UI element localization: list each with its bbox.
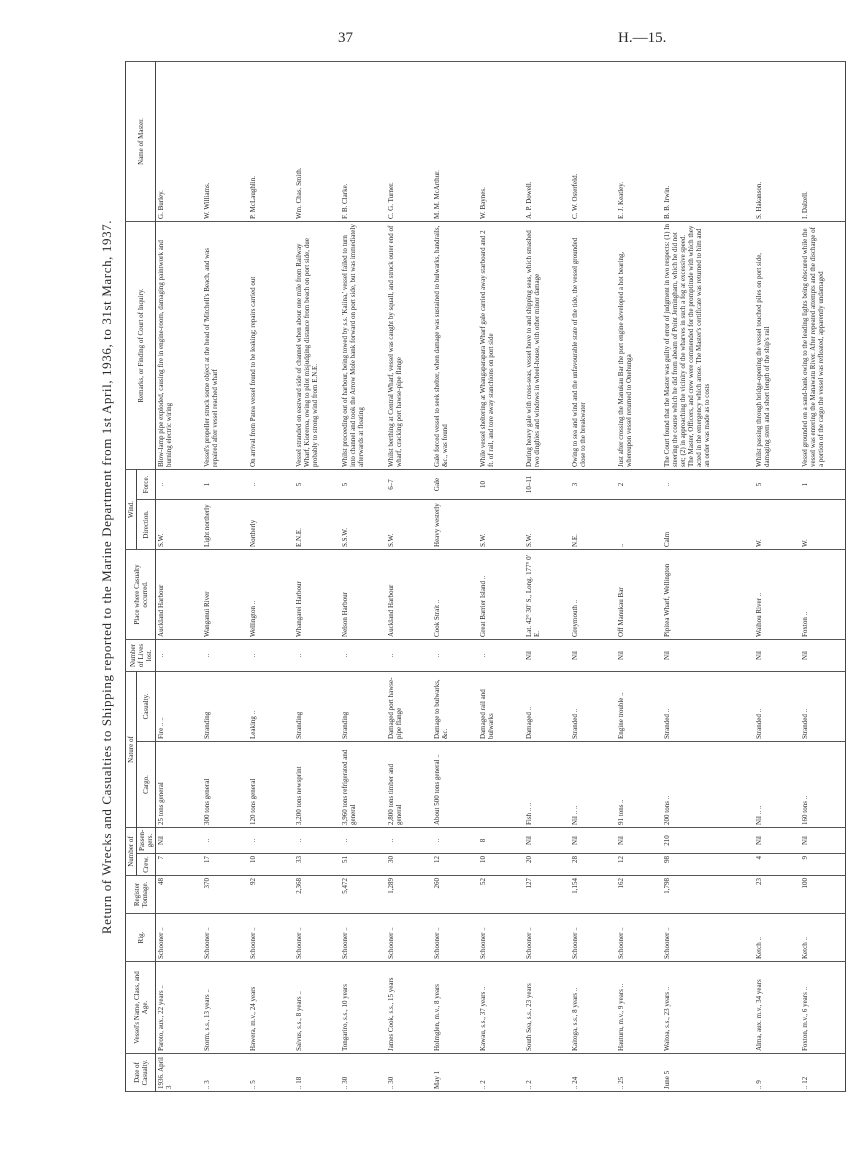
cell-date: .. 12 [800, 1054, 846, 1092]
cell-crew: 33 [294, 854, 340, 876]
cell-rig: Schooner .. [524, 914, 570, 962]
table-row [570, 61, 616, 1091]
cell-master: W. Baynes. [478, 61, 524, 221]
cell-crew: 20 [524, 854, 570, 876]
cell-remarks: While vessel sheltering at Whangaparapara Wharf gale carried away starboard and 2 ft. of rail, and tore away stanchions on port side [478, 221, 524, 469]
cell-direction: S.W. [524, 499, 570, 549]
cell-casualty: Damaged port hawse-pipe flange [386, 671, 432, 741]
cell-remarks: Blow-lamp pipe exploded, causing fire in engine-room, damaging paintwork and burning electric wiring [156, 221, 202, 469]
cell-master: A. P. Dowell. [524, 61, 570, 221]
cell-place: Wanganui River [202, 549, 248, 639]
cell-lives: .. [156, 639, 202, 671]
cell-place: Foxton .. [800, 549, 846, 639]
cell-vessel: Tongariro, s.s., 10 years [340, 962, 386, 1054]
cell-crew: 4 [754, 854, 800, 876]
cell-tonnage: 52 [478, 876, 524, 914]
cell-direction: W. [800, 499, 846, 549]
cell-cargo: 160 tons .. [800, 742, 846, 828]
cell-casualty: Damaged rail and bulwarks [478, 671, 524, 741]
cell-rig: Schooner .. [248, 914, 294, 962]
cell-passengers: 8 [478, 828, 524, 854]
table-row [662, 61, 754, 1091]
col-tonnage: Register Tonnage. [126, 876, 156, 914]
cell-date: .. 24 [570, 1054, 616, 1092]
cell-date: .. 2 [478, 1054, 524, 1092]
cell-force: 6–7 [386, 469, 432, 499]
table-row [616, 61, 662, 1091]
cell-tonnage: 260 [432, 876, 478, 914]
wrecks-table [125, 61, 846, 1092]
cell-date: .. 18 [294, 1054, 340, 1092]
cell-direction: E.N.E. [294, 499, 340, 549]
cell-remarks: Vessel's propeller struck some object at the head of 'Mitchell's Beach, and was repaired after vessel reached wharf [202, 221, 248, 469]
cell-casualty: Stranding [202, 671, 248, 741]
table-row [432, 61, 478, 1091]
cell-direction: S.W. [386, 499, 432, 549]
cell-passengers: Nil [754, 828, 800, 854]
cell-rig: Schooner .. [432, 914, 478, 962]
table-row [202, 61, 248, 1091]
cell-lives: .. [248, 639, 294, 671]
cell-force: .. [662, 469, 754, 499]
cell-direction: S.W. [156, 499, 202, 549]
header-row-1 [126, 61, 137, 1091]
cell-master: B. B. Irwin. [662, 61, 754, 221]
rotated-sheet [95, 62, 825, 1092]
col-cargo: Cargo. [137, 742, 156, 828]
cell-rig: Ketch .. [800, 914, 846, 962]
cell-remarks: During heavy gale with cross-seas, vessel hove to and shipping seas, which smashed two dinghies and windows in wheel-house, with other minor damage [524, 221, 570, 469]
page-reference: H.—15. [618, 30, 667, 46]
cell-tonnage: 1,289 [386, 876, 432, 914]
cell-place: Off Manukau Bar [616, 549, 662, 639]
cell-passengers: .. [294, 828, 340, 854]
cell-place: Pipitea Wharf, Wellington [662, 549, 754, 639]
col-passengers: Passen-gers. [137, 828, 156, 854]
cell-remarks: Gale forced vessel to seek shelter, when damage was sustained to bulwarks, handrails, &c., was found [432, 221, 478, 469]
cell-place: Greymouth .. [570, 549, 616, 639]
cell-casualty: Stranding [340, 671, 386, 741]
cell-casualty: Stranded .. [570, 671, 616, 741]
cell-date: June 5 [662, 1054, 754, 1092]
cell-rig: Schooner .. [570, 914, 616, 962]
col-vessel: Vessel's Name, Class, and Age. [126, 962, 156, 1054]
cell-force: 5 [294, 469, 340, 499]
cell-vessel: Hauturu, m.v., 9 years .. [616, 962, 662, 1054]
table-row [524, 61, 570, 1091]
col-number-of: Number of [126, 828, 137, 876]
cell-passengers: Nil [800, 828, 846, 854]
cell-tonnage: 100 [800, 876, 846, 914]
cell-remarks: Just after crossing the Manukau Bar the port engine developed a hot bearing, whereupon vessel returned to Onehunga [616, 221, 662, 469]
cell-lives: Nil [570, 639, 616, 671]
cell-remarks: Whilst berthing at Central Wharf, vessel was caught by squall, and struck outer end of wharf, cracking port hawse-pipe flange [386, 221, 432, 469]
cell-lives: Nil [616, 639, 662, 671]
cell-rig: Schooner .. [478, 914, 524, 962]
cell-direction: N.E. [570, 499, 616, 549]
cell-master: C. W. Osterfeld. [570, 61, 616, 221]
cell-vessel: Kaitoga, s.s., 8 years .. [570, 962, 616, 1054]
cell-tonnage: 162 [616, 876, 662, 914]
cell-date: .. 3 [202, 1054, 248, 1092]
cell-lives: Nil [662, 639, 754, 671]
page-number: 37 [338, 30, 353, 46]
cell-force: 10 [478, 469, 524, 499]
cell-rig: Ketch .. [754, 914, 800, 962]
cell-casualty: Stranded .. [800, 671, 846, 741]
cell-vessel: Kawau, s.s., 37 years .. [478, 962, 524, 1054]
cell-passengers: .. [386, 828, 432, 854]
cell-passengers: .. [432, 828, 478, 854]
cell-crew: 7 [156, 854, 202, 876]
cell-master: F. B. Clarke. [340, 61, 386, 221]
cell-lives: .. [432, 639, 478, 671]
cell-passengers: .. [202, 828, 248, 854]
cell-remarks: Whilst proceeding out of harbour, being towed by s.s. 'Kaiina,' vessel failed to turn into channel and took the Arrow Mole bank forward on port side, but was immediately afterwards at floating [340, 221, 386, 469]
table-row [800, 61, 846, 1091]
cell-crew: 28 [570, 854, 616, 876]
cell-direction: Light northerly [202, 499, 248, 549]
cell-rig: Schooner .. [662, 914, 754, 962]
cell-tonnage: 1,798 [662, 876, 754, 914]
cell-master: I. Dalzell. [800, 61, 846, 221]
cell-master: C. G. Turner. [386, 61, 432, 221]
cell-lives: Nil [754, 639, 800, 671]
cell-lives: .. [478, 639, 524, 671]
cell-date: 1936. April 3 [156, 1054, 202, 1092]
cell-master: E. J. Keatley. [616, 61, 662, 221]
cell-lives: .. [202, 639, 248, 671]
cell-passengers: Nil [524, 828, 570, 854]
cell-master: S. Hakanson. [754, 61, 800, 221]
col-nature-of: Nature of [126, 671, 137, 827]
col-master: Name of Master. [126, 61, 156, 221]
cell-force: 1 [800, 469, 846, 499]
cell-rig: Schooner .. [156, 914, 202, 962]
cell-lives: .. [386, 639, 432, 671]
col-crew: Crew. [137, 854, 156, 876]
cell-remarks: Whilst passing through bridge-opening the vessel touched piles on port side, damaging stem and a short length of the ship's rail [754, 221, 800, 469]
col-casualty: Casualty. [137, 671, 156, 741]
cell-crew: 12 [616, 854, 662, 876]
cell-vessel: Waitoa, s.s., 23 years .. [662, 962, 754, 1054]
cell-cargo: Nil .. .. [570, 742, 616, 828]
cell-force: .. [248, 469, 294, 499]
table-row [754, 61, 800, 1091]
table-row [386, 61, 432, 1091]
cell-date: .. 30 [340, 1054, 386, 1092]
cell-vessel: Holmglen, m.v., 8 years [432, 962, 478, 1054]
cell-force: Gale [432, 469, 478, 499]
cell-force: 3 [570, 469, 616, 499]
cell-force: 10–11 [524, 469, 570, 499]
cell-direction: Northerly [248, 499, 294, 549]
cell-crew: 12 [432, 854, 478, 876]
col-direction: Direction. [137, 499, 156, 549]
cell-tonnage: 23 [754, 876, 800, 914]
cell-date: .. 5 [248, 1054, 294, 1092]
cell-date: May 1 [432, 1054, 478, 1092]
cell-remarks: On arrival from Patea vessel found to be leaking; repairs carried out [248, 221, 294, 469]
cell-master: W. Williams. [202, 61, 248, 221]
cell-vessel: Saivus, s.s., 8 years .. [294, 962, 340, 1054]
cell-cargo: Nil .. .. [754, 742, 800, 828]
cell-direction: W. [754, 499, 800, 549]
cell-casualty: Stranded .. [662, 671, 754, 741]
cell-place: Cook Strait .. [432, 549, 478, 639]
cell-master: M. M. McArthur. [432, 61, 478, 221]
cell-vessel: Storm, s.s., 13 years .. [202, 962, 248, 1054]
cell-casualty: Stranded .. [754, 671, 800, 741]
cell-crew: 98 [662, 854, 754, 876]
cell-cargo: 300 tons general [202, 742, 248, 828]
cell-place: Great Barrier Island .. [478, 549, 524, 639]
cell-casualty: Damage to bulwarks, &c. [432, 671, 478, 741]
cell-crew: 10 [248, 854, 294, 876]
table-row [156, 61, 202, 1091]
cell-direction: S.W. [478, 499, 524, 549]
cell-remarks: The Court found that the Master was guilty of error of judgment in two respects: (1) In steering the course which he did from abeam of Point Jerningham, which he did not set; (2) in approaching the vicinity of the wharves in such a fog at excessive speed. The Master, Officers, and crew were commended for the promptitude with which they acted in the emergency which arose. The Master's certificate was returned to him and an order was made as to costs [662, 221, 754, 469]
cell-vessel: Alma, aux. m.v., 34 years [754, 962, 800, 1054]
cell-rig: Schooner .. [294, 914, 340, 962]
cell-vessel: Foxton, m.v., 6 years .. [800, 962, 846, 1054]
cell-casualty: Fire .. .. [156, 671, 202, 741]
cell-place: Wellington .. [248, 549, 294, 639]
table-row [294, 61, 340, 1091]
cell-force: 5 [754, 469, 800, 499]
col-date: Date of Casualty. [126, 1054, 156, 1092]
cell-direction: .. [616, 499, 662, 549]
col-lives: Number of Lives lost. [126, 639, 156, 671]
cell-tonnage: 127 [524, 876, 570, 914]
cell-place: Nelson Harbour [340, 549, 386, 639]
col-rig: Rig. [126, 914, 156, 962]
cell-cargo: Fish .. .. [524, 742, 570, 828]
cell-vessel: South Sea, s.s., 23 years [524, 962, 570, 1054]
col-wind: Wind. [126, 469, 137, 549]
cell-crew: 17 [202, 854, 248, 876]
col-force: Force. [137, 469, 156, 499]
cell-crew: 51 [340, 854, 386, 876]
cell-place: Waihou River .. [754, 549, 800, 639]
cell-lives: Nil [524, 639, 570, 671]
cell-date: .. 30 [386, 1054, 432, 1092]
cell-cargo: 200 tons .. [662, 742, 754, 828]
cell-place: Auckland Harbour [156, 549, 202, 639]
cell-date: .. 25 [616, 1054, 662, 1092]
cell-place: Lat. 42° 30′ S., Long. 177° 0′ E. [524, 549, 570, 639]
col-place: Place where Casualty occurred. [126, 549, 156, 639]
cell-cargo [478, 742, 524, 828]
cell-vessel: Hawera, m.v., 24 years [248, 962, 294, 1054]
cell-master: Wm. Chas. Smith. [294, 61, 340, 221]
cell-cargo: 25 tons general [156, 742, 202, 828]
cell-direction: Heavy westerly [432, 499, 478, 549]
cell-master: P. McLaughlin. [248, 61, 294, 221]
cell-crew: 9 [800, 854, 846, 876]
table-title: Return of Wrecks and Casualties to Shipping reported to the Marine Department from 1st April, 1936, to 31st March, 1937. [99, 219, 114, 935]
cell-passengers: .. [340, 828, 386, 854]
cell-cargo: 2,800 tons timber and general [386, 742, 432, 828]
cell-rig: Schooner .. [616, 914, 662, 962]
cell-tonnage: 1,154 [570, 876, 616, 914]
cell-passengers: 210 [662, 828, 754, 854]
cell-tonnage: 2,368 [294, 876, 340, 914]
cell-passengers: Nil [570, 828, 616, 854]
cell-crew: 10 [478, 854, 524, 876]
cell-force: 2 [616, 469, 662, 499]
table-row [248, 61, 294, 1091]
cell-cargo: About 500 tons general .. [432, 742, 478, 828]
cell-direction: S.S.W. [340, 499, 386, 549]
cell-cargo: 120 tons general [248, 742, 294, 828]
cell-tonnage: 5,472 [340, 876, 386, 914]
cell-tonnage: 48 [156, 876, 202, 914]
cell-casualty: Engine trouble .. [616, 671, 662, 741]
table-row [478, 61, 524, 1091]
cell-cargo: 3,200 tons newsprint [294, 742, 340, 828]
cell-passengers: Nil [616, 828, 662, 854]
cell-remarks: Owing to sea and wind and the unfavourable state of the tide, the vessel grounded close to the breakwater [570, 221, 616, 469]
cell-remarks: Vessel stranded on eastward side of channel when about one mile from Railway Wharf, Kioreroa, owing to pilot misjudging distance from beach on port side, due probably to strong wind from E.N.E. [294, 221, 340, 469]
cell-master: G. Burley. [156, 61, 202, 221]
cell-remarks: Vessel grounded on a sand-bank owing to the leading lights being obscured while the vessel was entering the Manawatu River. After repeated attempts and the discharge of a portion of the cargo the vessel was refloated, apparently undamaged [800, 221, 846, 469]
cell-date: .. 2 [524, 1054, 570, 1092]
cell-tonnage: 92 [248, 876, 294, 914]
cell-rig: Schooner .. [202, 914, 248, 962]
cell-force: 1 [202, 469, 248, 499]
cell-crew: 30 [386, 854, 432, 876]
cell-date: .. 9 [754, 1054, 800, 1092]
cell-tonnage: 370 [202, 876, 248, 914]
table-row [340, 61, 386, 1091]
cell-cargo: 3,960 tons refrigerated and general [340, 742, 386, 828]
cell-force: .. [156, 469, 202, 499]
cell-direction: Calm [662, 499, 754, 549]
cell-cargo: 91 tons .. [616, 742, 662, 828]
cell-vessel: James Cook, s.s., 15 years [386, 962, 432, 1054]
cell-vessel: Paroto, aux., 22 years .. [156, 962, 202, 1054]
cell-passengers: Nil [156, 828, 202, 854]
cell-place: Whangarei Harbour [294, 549, 340, 639]
cell-lives: .. [294, 639, 340, 671]
cell-casualty: Damaged .. [524, 671, 570, 741]
cell-casualty: Stranding [294, 671, 340, 741]
col-remarks: Remarks, or Finding of Court of Inquiry. [126, 221, 156, 469]
cell-lives: .. [340, 639, 386, 671]
cell-lives: Nil [800, 639, 846, 671]
cell-rig: Schooner .. [386, 914, 432, 962]
cell-rig: Schooner .. [340, 914, 386, 962]
cell-passengers: .. [248, 828, 294, 854]
cell-casualty: Leaking .. [248, 671, 294, 741]
cell-place: Auckland Harbour [386, 549, 432, 639]
cell-force: 5 [340, 469, 386, 499]
table-body [156, 61, 846, 1091]
